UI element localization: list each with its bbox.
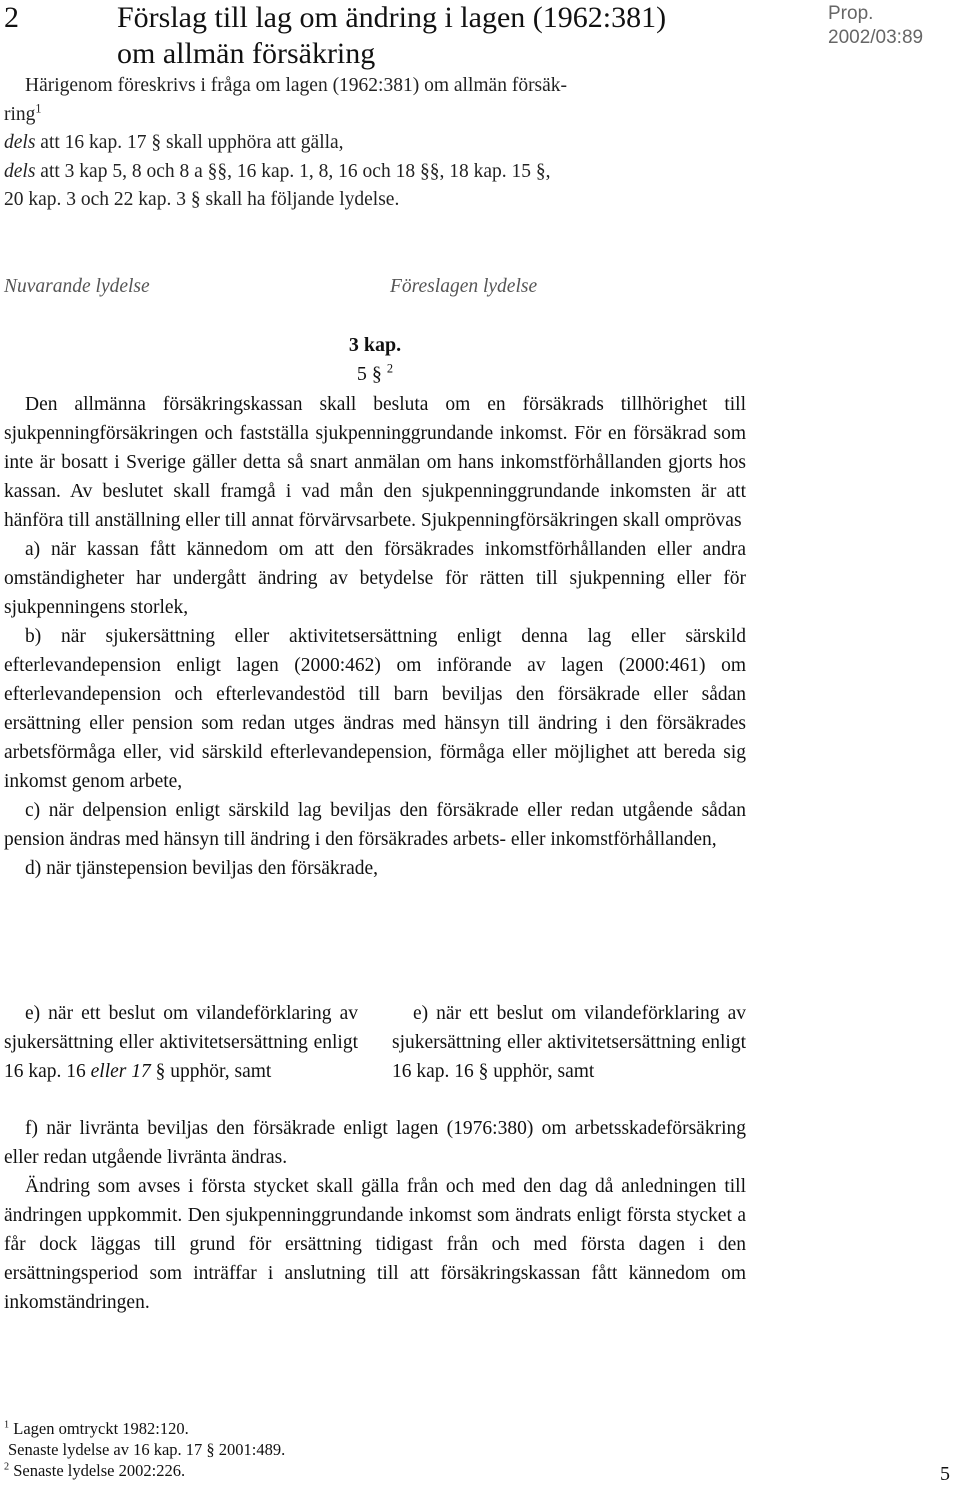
intro-line-2: ring (4, 103, 36, 125)
item-c: c) när delpension enligt särskild lag beviljas den försäkrade eller redan utgående sådan pension ändras med hänsyn till ändring i den försäkrades arbets- eller inkomstförhållanden, (4, 800, 746, 850)
intro-line-4: att 3 kap 5, 8 och 8 a §§, 16 kap. 1, 8, 16 och 18 §§, 18 kap. 15 §, (35, 160, 551, 182)
footnote-1-line-1: Lagen omtryckt 1982:120. (9, 1419, 189, 1438)
footnote-2-mark: 2 (4, 1461, 10, 1473)
item-e-comparison (4, 999, 746, 1086)
item-e-proposed (392, 999, 746, 1086)
intro-dels-2: dels (4, 160, 36, 182)
footnote-2-line-1: Senaste lydelse 2002:226. (9, 1461, 186, 1480)
item-d: d) när tjänstepension beviljas den försäkrade, (25, 858, 379, 879)
footnotes (4, 1418, 285, 1481)
section-body-continued (4, 1114, 746, 1317)
chapter-title (117, 0, 666, 72)
intro-line-5: 20 kap. 3 och 22 kap. 3 § skall ha följande lydelse. (4, 189, 400, 210)
column-header-proposed: Föreslagen lydelse (390, 276, 538, 297)
chapter-number: 2 (4, 1, 19, 34)
item-e-current-italic: eller 17 (90, 1061, 151, 1082)
column-header-current: Nuvarande lydelse (4, 276, 150, 297)
item-e-current-end: § upphör, samt (150, 1061, 272, 1082)
chapter-heading: 3 kap. (348, 334, 402, 356)
item-a: a) när kassan fått kännedom om att den försäkrades inkomstförhållanden eller andra omständigheter har undergått ändring av betydelse för rätten till sjukpenning eller för sjukpenningens storlek, (4, 539, 746, 618)
footnote-ref-2: 2 (386, 361, 394, 376)
item-f: f) när livränta beviljas den försäkrade enligt lagen (1976:380) om arbetsskadeförsäkring eller redan utgående livränta ändras. (4, 1118, 746, 1168)
section-heading (0, 360, 750, 388)
proposition-reference: Prop. 2002/03:89 (828, 3, 924, 48)
item-e-current-text: e) när ett beslut om vilandeförklaring av sjukersättning eller aktivitetsersättning enligt 16 kap. 16 (4, 1003, 358, 1082)
section-body (4, 390, 746, 883)
intro-line-1: Härigenom föreskrivs i fråga om lagen (1962:381) om allmän försäk- (25, 75, 568, 96)
item-e-proposed-text: e) när ett beslut om vilandeförklaring av sjukersättning eller aktivitetsersättning enligt 16 kap. 16 § upphör, samt (392, 1003, 746, 1082)
footnote-1-mark: 1 (4, 1419, 10, 1431)
intro-dels-1: dels (4, 132, 36, 153)
body-paragraph-2: Ändring som avses i första stycket skall gälla från och med den dag då anledningen till ändringen uppkommit. Den sjukpenninggrundande inkomst som ändrats enligt första stycket a får dock läggas till grund för ersättning tidigast från och med första dagen i den ersättningsperiod som inträffar i anslutning till att försäkringskassan fått kännedom om inkomständringen. (4, 1176, 746, 1313)
chapter-title-line-2: om allmän försäkring (117, 37, 376, 70)
item-e-current (4, 999, 358, 1086)
footnote-ref-1: 1 (35, 101, 42, 115)
page-number: 5 (940, 1463, 950, 1485)
item-b: b) när sjukersättning eller aktivitetsersättning enligt denna lag eller särskild efterlevandepension enligt lagen (2000:462) om införande av lagen (2000:461) om efterlevandepension och efterlevandestöd till barn beviljas den försäkrade eller sådan ersättning eller pension som redan utges ändras med hänsyn till ändring i den försäkrades arbetsförmåga eller, vid särskild efterlevandepension, förmåga eller möjlighet att bereda sig inkomst genom arbete, (4, 626, 746, 792)
chapter-title-line-1: Förslag till lag om ändring i lagen (1962:381) (117, 1, 667, 34)
body-paragraph-1: Den allmänna försäkringskassan skall besluta om en försäkrads tillhörighet till sjukpenningförsäkringen och fastställa sjukpenninggrundande inkomst. För en försäkrad som inte är bosatt i Sverige gäller detta så snart anmälan om hans inkomstförhållanden gjorts hos kassan. Av beslutet skall framgå i vad mån den sjukpenninggrundande inkomsten är att hänföra till anställning eller till annat förvärvsarbete. Sjukpenningförsäkringen skall omprövas (4, 394, 746, 531)
section-heading-text: 5 § (356, 363, 382, 385)
intro-line-3: att 16 kap. 17 § skall upphöra att gälla, (35, 132, 344, 153)
intro-paragraph (4, 72, 744, 215)
footnote-1-line-2: Senaste lydelse av 16 kap. 17 § 2001:489. (8, 1440, 286, 1459)
